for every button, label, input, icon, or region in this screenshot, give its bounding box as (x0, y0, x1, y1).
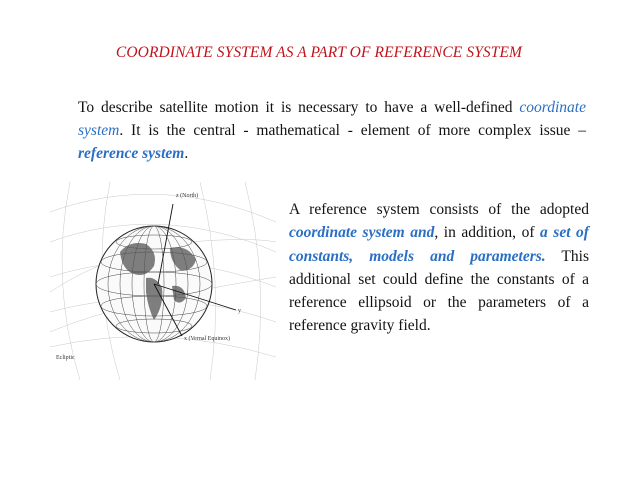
intro-text-2: . It is the central - mathematical - element of more complex issue – (119, 122, 586, 139)
y-axis-label: y (238, 308, 241, 314)
intro-paragraph (78, 96, 586, 165)
ecliptic-label: Ecliptic (56, 355, 75, 361)
celestial-sphere-figure (50, 182, 276, 380)
right-text-1: A reference system consists of the adopted (289, 201, 589, 218)
reference-system-paragraph (289, 198, 589, 338)
reference-system-term: reference system (78, 145, 185, 162)
coordinate-system-and-term: coordinate system and (289, 224, 435, 242)
right-text-3: This additional set could define the constants of a reference ellipsoid or the parameters of a reference gravity field. (289, 247, 589, 335)
right-text-2: , in addition, of (434, 224, 541, 242)
intro-text-3: . (184, 145, 189, 162)
intro-text-1: To describe satellite motion it is necessary to have a well-defined (78, 99, 520, 116)
coordinate-system-term: coordinate system (78, 99, 586, 139)
celestial-sphere-drawing (50, 182, 276, 380)
north-axis-label: z (North) (176, 193, 199, 199)
slide-title: COORDINATE SYSTEM AS A PART OF REFERENCE SYSTEM (115, 44, 523, 61)
vernal-equinox-label: x (Vernal Equinox) (184, 336, 230, 342)
constants-models-parameters-term: a set of constants, models and parameters. (289, 224, 589, 265)
